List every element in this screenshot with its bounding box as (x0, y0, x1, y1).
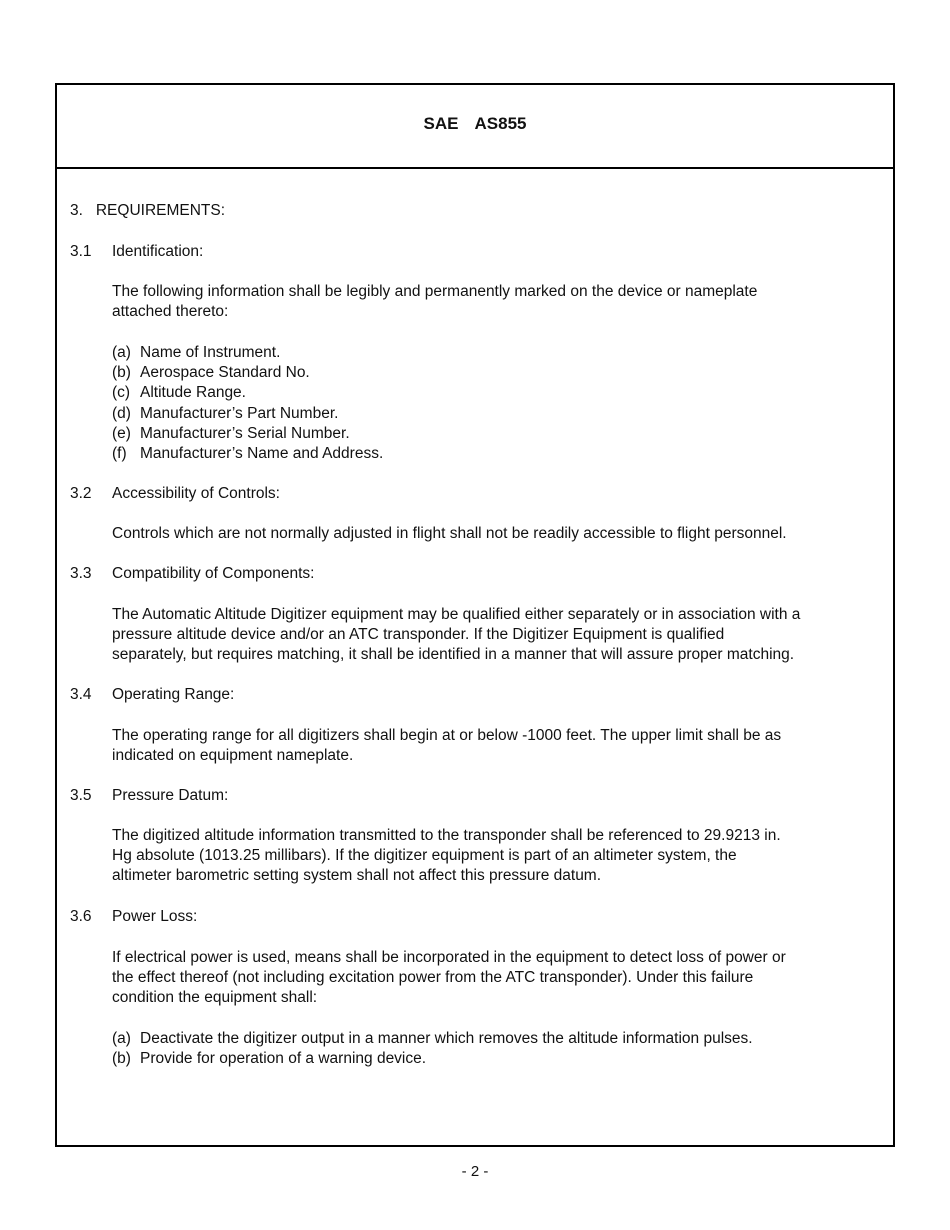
list-item (112, 1029, 753, 1049)
list-item (112, 383, 383, 403)
document-frame (55, 83, 895, 1147)
paragraph-line: If electrical power is used, means shall be incorporated in the equipment to detect loss of power or (112, 949, 786, 966)
list-text: Altitude Range. (140, 384, 246, 402)
paragraph-line: indicated on equipment nameplate. (112, 747, 354, 765)
list-label: (b) (112, 1050, 131, 1068)
section-3-6-number: 3.6 (70, 908, 92, 925)
section-3-4-title: Operating Range: (112, 686, 235, 703)
identification-list (112, 343, 383, 464)
section-3-5-number: 3.5 (70, 787, 92, 804)
section-3-4-paragraph (112, 726, 882, 766)
list-label: (a) (112, 344, 131, 361)
section-3-title: REQUIREMENTS: (95, 202, 226, 219)
paragraph-line: altimeter barometric setting system shall not affect this pressure datum. (112, 867, 602, 885)
list-item (112, 404, 383, 424)
list-label: (b) (112, 364, 131, 382)
list-item (112, 1049, 753, 1069)
section-3-6-paragraph (112, 948, 882, 1009)
paragraph-line: The following information shall be legibly and permanently marked on the device or nameplate (112, 283, 758, 300)
section-3-1-paragraph (112, 282, 882, 322)
paragraph-line: The digitized altitude information transmitted to the transponder shall be referenced to 29.9213 in. (112, 827, 781, 844)
power-loss-list (112, 1029, 753, 1069)
section-3-number: 3. (70, 202, 83, 219)
list-item (112, 424, 383, 444)
paragraph-line: The Automatic Altitude Digitizer equipment may be qualified either separately or in association with a (112, 606, 801, 623)
list-text: Provide for operation of a warning device. (140, 1050, 427, 1068)
list-label: (f) (112, 445, 127, 463)
list-label: (a) (112, 1030, 131, 1047)
section-3-3-title: Compatibility of Components: (112, 565, 315, 582)
paragraph-line: pressure altitude device and/or an ATC transponder. If the Digitizer Equipment is qualified (112, 626, 725, 644)
list-text: Manufacturer’s Name and Address. (140, 445, 384, 463)
list-text: Deactivate the digitizer output in a manner which removes the altitude information pulses. (140, 1030, 753, 1047)
section-3-heading (70, 201, 225, 221)
paragraph-line: condition the equipment shall: (112, 989, 318, 1007)
section-3-2-number: 3.2 (70, 485, 92, 502)
list-label: (e) (112, 424, 131, 442)
list-item (112, 343, 383, 363)
paragraph-line: separately, but requires matching, it shall be identified in a manner that will assure proper matching. (112, 646, 795, 664)
list-text: Manufacturer’s Serial Number. (140, 424, 350, 442)
document-header (57, 85, 893, 169)
section-3-5-title: Pressure Datum: (112, 787, 229, 804)
paragraph-line: Hg absolute (1013.25 millibars). If the digitizer equipment is part of an altimeter system, the (112, 847, 737, 865)
document-title: SAE AS855 (423, 114, 527, 133)
paragraph-line: the effect thereof (not including excitation power from the ATC transponder). Under this failure (112, 969, 754, 987)
section-3-1-number: 3.1 (70, 243, 92, 260)
paragraph-line: Controls which are not normally adjusted in flight shall not be readily accessible to flight personnel. (112, 525, 787, 542)
section-3-4-number: 3.4 (70, 686, 92, 703)
section-3-2-paragraph (112, 524, 882, 544)
list-label: (d) (112, 404, 131, 422)
section-3-1-title: Identification: (112, 243, 204, 260)
list-item (112, 363, 383, 383)
section-3-5-paragraph (112, 826, 882, 887)
paragraph-line: attached thereto: (112, 303, 229, 321)
list-item (112, 444, 383, 464)
list-label: (c) (112, 384, 131, 402)
list-text: Manufacturer’s Part Number. (140, 404, 339, 422)
paragraph-line: The operating range for all digitizers shall begin at or below -1000 feet. The upper limit shall be as (112, 727, 782, 744)
section-3-6-title: Power Loss: (112, 908, 198, 925)
section-3-2-title: Accessibility of Controls: (112, 485, 280, 502)
list-text: Aerospace Standard No. (140, 364, 310, 382)
section-3-3-number: 3.3 (70, 565, 92, 582)
list-text: Name of Instrument. (140, 344, 281, 361)
page-number: - 2 - (461, 1163, 489, 1180)
section-3-3-paragraph (112, 605, 882, 666)
